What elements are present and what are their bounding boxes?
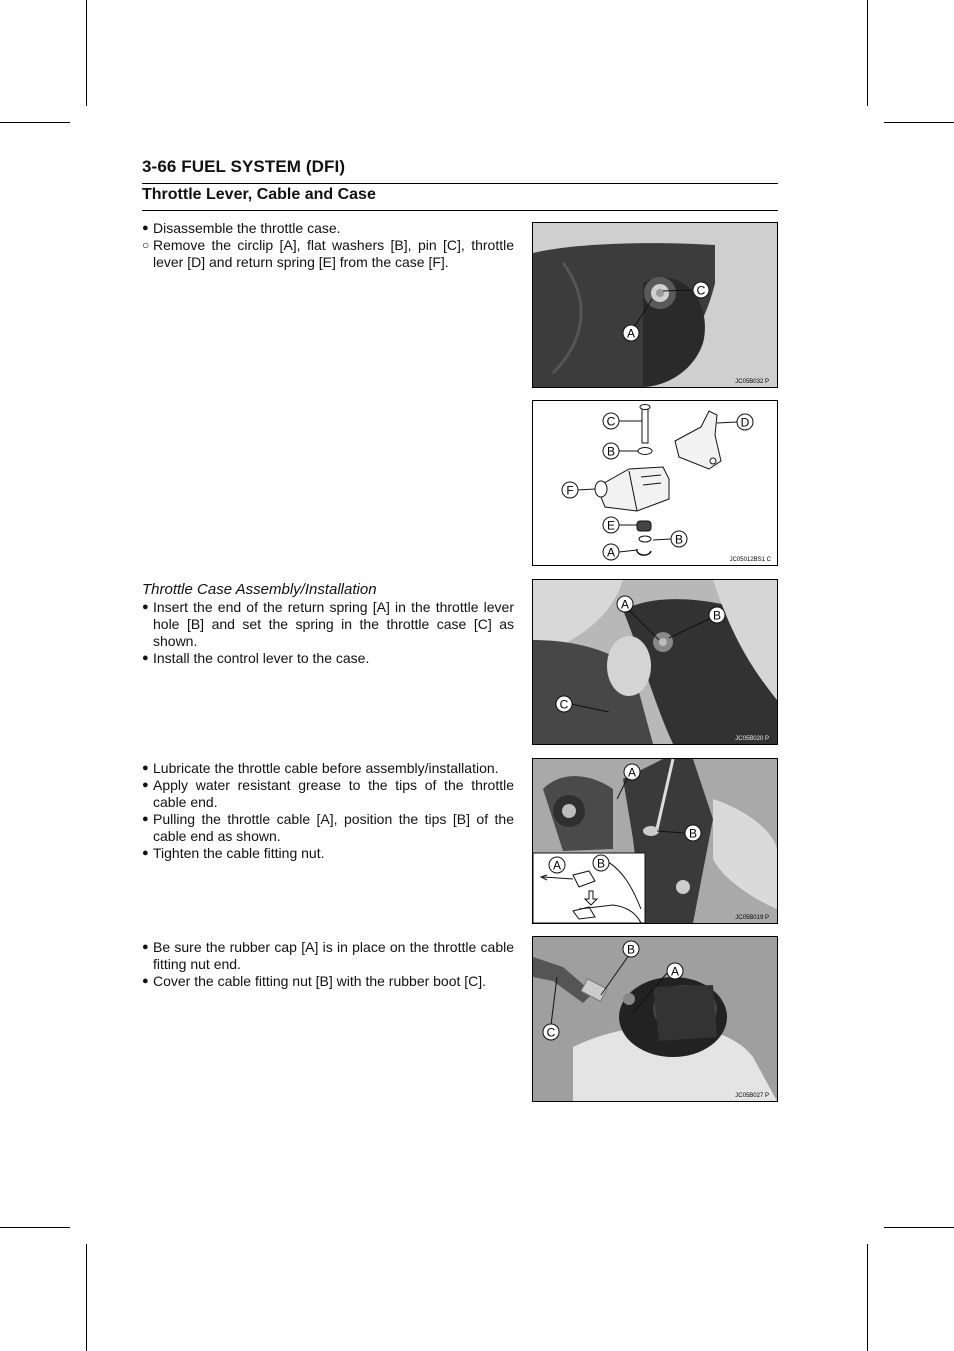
callout-label: A — [552, 858, 562, 873]
callout-label: A — [620, 597, 630, 612]
figure-code: JC05B032 P — [735, 379, 769, 385]
callout-label: B — [712, 608, 722, 623]
bullet-marker: ● — [142, 941, 149, 953]
crop-mark — [867, 1244, 868, 1351]
instruction-block-rubber-cap — [142, 939, 514, 990]
photo-spring-installation — [533, 580, 777, 744]
bullet-marker: ● — [142, 847, 149, 859]
figure-code: JC05B020 P — [735, 736, 769, 742]
figure-cable-end-photo — [532, 758, 778, 924]
item-text: Tighten the cable fitting nut. — [153, 845, 325, 861]
figure-throttle-case-photo — [532, 222, 778, 388]
subsection-heading: Throttle Case Assembly/Installation — [142, 581, 377, 598]
bullet-marker: ● — [142, 813, 149, 825]
bullet-marker: ● — [142, 779, 149, 791]
sub-step-marker: ○ — [142, 238, 150, 252]
callout-label: C — [546, 1025, 556, 1040]
bullet-marker: ● — [142, 652, 149, 664]
crop-mark — [884, 122, 954, 123]
crop-mark — [86, 0, 87, 106]
section-title: Throttle Lever, Cable and Case — [142, 186, 376, 203]
callout-label: A — [626, 326, 636, 341]
crop-mark — [86, 1244, 87, 1351]
figure-inset — [533, 853, 645, 923]
crop-mark — [0, 1227, 70, 1228]
callout-label: B — [596, 856, 606, 871]
photo-cable-end — [533, 759, 777, 923]
bullet-marker: ● — [142, 762, 149, 774]
list-item — [142, 811, 514, 845]
item-text: Remove the circlip [A], flat washers [B], pin [C], throttle lever [D] and return spring [E] from the case [F]. — [153, 237, 514, 270]
list-item — [142, 777, 514, 811]
figure-code: JC05B027 P — [735, 1093, 769, 1099]
photo-rubber-boot — [533, 937, 777, 1101]
callout-label: A — [627, 765, 637, 780]
callout-label: B — [626, 942, 636, 957]
list-item — [142, 973, 514, 990]
crop-mark — [867, 0, 868, 106]
callout-label: C — [696, 283, 706, 298]
exploded-view-diagram — [533, 401, 777, 565]
item-text: Apply water resistant grease to the tips of the throttle cable end. — [153, 777, 514, 810]
callout-label: F — [566, 483, 574, 498]
bullet-marker: ● — [142, 601, 149, 613]
item-text: Install the control lever to the case. — [153, 650, 370, 666]
list-item — [142, 845, 514, 862]
figure-exploded-diagram — [532, 400, 778, 566]
bullet-marker: ● — [142, 975, 149, 987]
list-item — [142, 650, 514, 667]
section-rule — [142, 210, 778, 211]
list-item — [142, 599, 514, 650]
instruction-block-disassembly — [142, 220, 514, 271]
instruction-block-assembly — [142, 581, 514, 667]
callout-label: C — [559, 697, 569, 712]
page-title: 3-66 FUEL SYSTEM (DFI) — [142, 157, 346, 176]
list-item — [142, 237, 514, 271]
photo-throttle-case — [533, 223, 777, 387]
figure-code: JC05B019 P — [735, 915, 769, 921]
callout-label: D — [740, 415, 750, 430]
list-item — [142, 760, 514, 777]
item-text: Insert the end of the return spring [A] in the throttle lever hole [B] and set the spring in the throttle case [C] as shown. — [153, 599, 514, 649]
callout-label: A — [606, 545, 616, 560]
header-rule — [142, 183, 778, 184]
crop-mark — [0, 122, 70, 123]
item-text: Lubricate the throttle cable before assembly/installation. — [153, 760, 499, 776]
callout-label: B — [606, 444, 616, 459]
item-text: Be sure the rubber cap [A] is in place on the throttle cable fitting nut end. — [153, 939, 514, 972]
callout-label: E — [606, 518, 616, 533]
callout-label: B — [688, 826, 698, 841]
bullet-marker: ● — [142, 222, 149, 234]
list-item — [142, 939, 514, 973]
item-text: Disassemble the throttle case. — [153, 220, 341, 236]
crop-mark — [884, 1227, 954, 1228]
figure-code: JC05012BS1 C — [729, 557, 771, 563]
figure-spring-installation-photo — [532, 579, 778, 745]
item-text: Pulling the throttle cable [A], position the tips [B] of the cable end as shown. — [153, 811, 514, 844]
callout-label: C — [606, 414, 616, 429]
callout-label: B — [674, 532, 684, 547]
instruction-block-cable — [142, 760, 514, 862]
figure-rubber-boot-photo — [532, 936, 778, 1102]
list-item — [142, 220, 514, 237]
item-text: Cover the cable fitting nut [B] with the rubber boot [C]. — [153, 973, 487, 989]
callout-label: A — [670, 964, 680, 979]
